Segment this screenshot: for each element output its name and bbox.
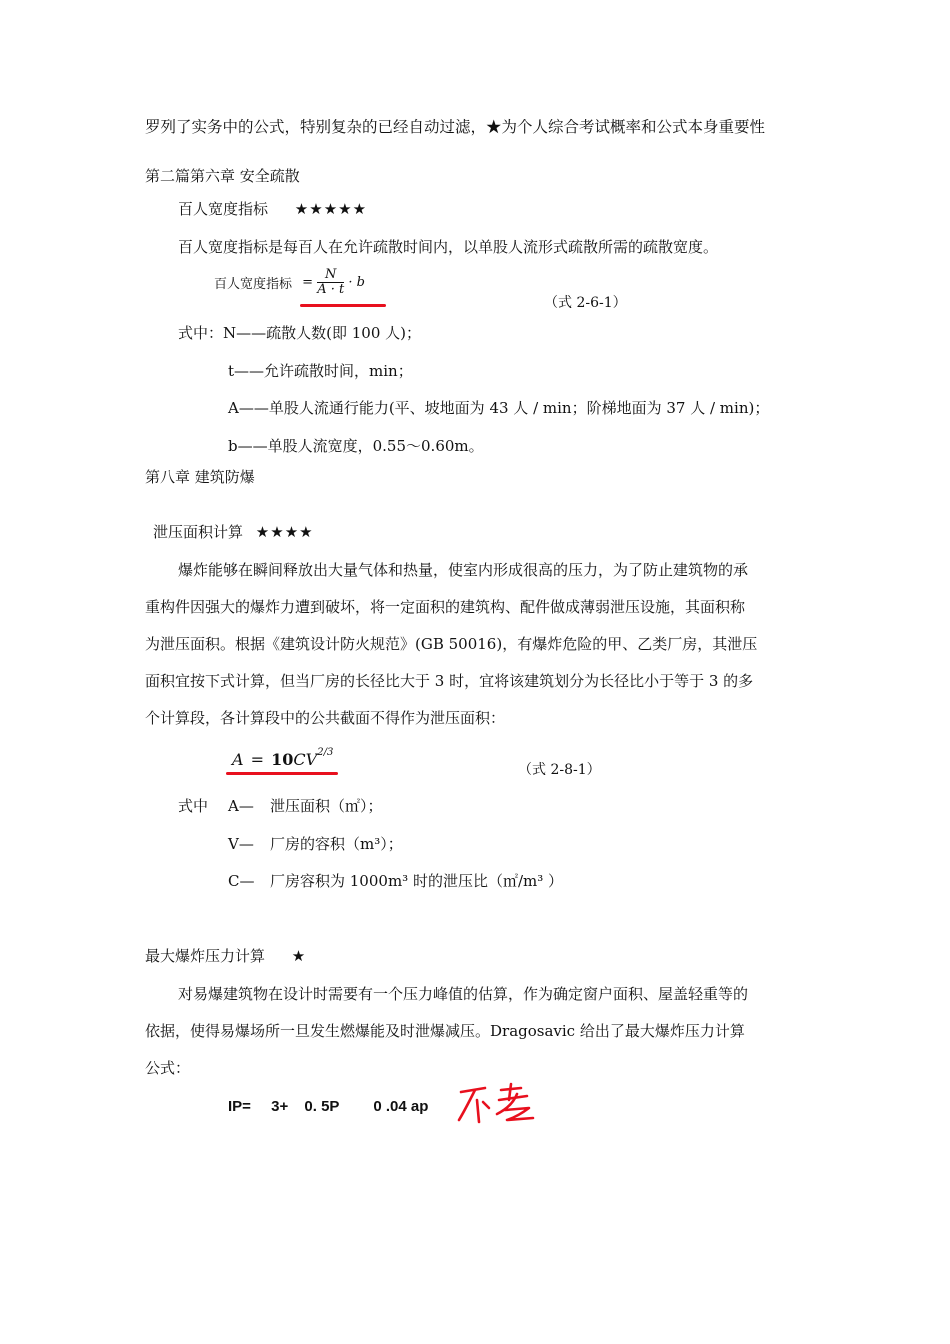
paragraph-line: 爆炸能够在瞬间释放出大量气体和热量，使室内形成很高的压力，为了防止建筑物的承 <box>178 561 749 579</box>
width-index-description: 百人宽度指标是每百人在允许疏散时间内，以单股人流形式疏散所需的疏散宽度。 <box>178 238 719 256</box>
variable-description: 厂房的容积（m³）； <box>270 835 403 853</box>
importance-stars: ★★★★ <box>255 523 314 541</box>
formula-part: 3+ <box>271 1098 289 1115</box>
paragraph-line: 重构件因强大的爆炸力遭到破坏，将一定面积的建筑构、配件做成薄弱泄压设施，其面积称 <box>145 598 746 616</box>
handwritten-note-not-tested <box>455 1080 545 1130</box>
section-title-text: 最大爆炸压力计算 <box>145 947 266 965</box>
section-title-text: 百人宽度指标 <box>178 200 269 218</box>
chapter-6-heading: 第二篇第六章 安全疏散 <box>145 167 300 185</box>
section-title-max-pressure <box>145 945 306 967</box>
chapter-8-heading: 第八章 建筑防爆 <box>145 468 255 486</box>
red-underline-annotation <box>226 772 338 775</box>
variable-description: 泄压面积（㎡）； <box>270 797 383 815</box>
importance-stars: ★★★★★ <box>294 200 368 218</box>
formula-part: 0. 5P <box>304 1098 340 1115</box>
section-title-text: 泄压面积计算 <box>153 523 244 541</box>
paragraph-line: 面积宜按下式计算，但当厂房的长径比大于 3 时，宜将该建筑划分为长径比小于等于 3 的多 <box>145 672 754 690</box>
paragraph-line: 依据，使得易爆场所一旦发生燃爆能及时泄爆减压。Dragosavic 给出了最大爆炸压力计算 <box>145 1022 745 1040</box>
where-intro: 式中：N——疏散人数(即 100 人)； <box>178 324 421 342</box>
formula-max-pressure <box>228 1098 428 1115</box>
red-underline-annotation <box>300 304 386 307</box>
variable-symbol: A— <box>228 797 254 815</box>
formula-part: 0 .04 ap <box>373 1098 429 1115</box>
paragraph-line: 对易爆建筑物在设计时需要有一个压力峰值的估算，作为确定窗户面积、屋盖轻重等的 <box>178 985 749 1003</box>
intro-text: 罗列了实务中的公式，特别复杂的已经自动过滤，★为个人综合考试概率和公式本身重要性 <box>145 118 766 136</box>
paragraph-line: 公式： <box>145 1059 191 1077</box>
where-intro: 式中 <box>178 797 209 815</box>
formula-lhs: A <box>232 750 244 769</box>
formula-coefficient: 10 <box>271 750 294 769</box>
variable-symbol: V— <box>228 835 254 853</box>
variable-definition: A——单股人流通行能力(平、坡地面为 43 人 / min；阶梯地面为 37 人 / min)； <box>228 399 770 417</box>
section-title-vent-area <box>153 521 314 543</box>
variable-definition: t——允许疏散时间，min； <box>228 362 413 380</box>
equation-label: （式 2-8-1） <box>518 762 601 778</box>
formula-exponent: 2/3 <box>317 746 334 758</box>
formula-tail: · b <box>348 275 365 290</box>
formula-lhs: 百人宽度指标 <box>214 277 293 292</box>
variable-symbol: C— <box>228 872 255 890</box>
fraction-numerator: N <box>317 268 344 283</box>
formula-fraction <box>317 268 344 297</box>
paragraph-line: 个计算段，各计算段中的公共截面不得作为泄压面积： <box>145 709 506 727</box>
formula-equals: = <box>250 750 265 769</box>
importance-stars: ★ <box>291 947 307 965</box>
equation-label: （式 2-6-1） <box>544 295 627 311</box>
section-title-width-index <box>178 198 367 220</box>
paragraph-line: 为泄压面积。根据《建筑设计防火规范》(GB 50016)，有爆炸危险的甲、乙类厂房，其泄压 <box>145 635 758 653</box>
formula-part: IP= <box>228 1098 251 1115</box>
formula-2-6-1 <box>214 268 365 297</box>
formula-variables: CV <box>293 750 318 769</box>
formula-2-8-1 <box>232 746 334 769</box>
formula-equals: = <box>302 275 314 290</box>
fraction-denominator: A · t <box>317 282 345 297</box>
variable-definition: b——单股人流宽度，0.55～0.60m。 <box>228 437 484 455</box>
variable-description: 厂房容积为 1000m³ 时的泄压比（㎡/m³ ） <box>270 872 564 890</box>
